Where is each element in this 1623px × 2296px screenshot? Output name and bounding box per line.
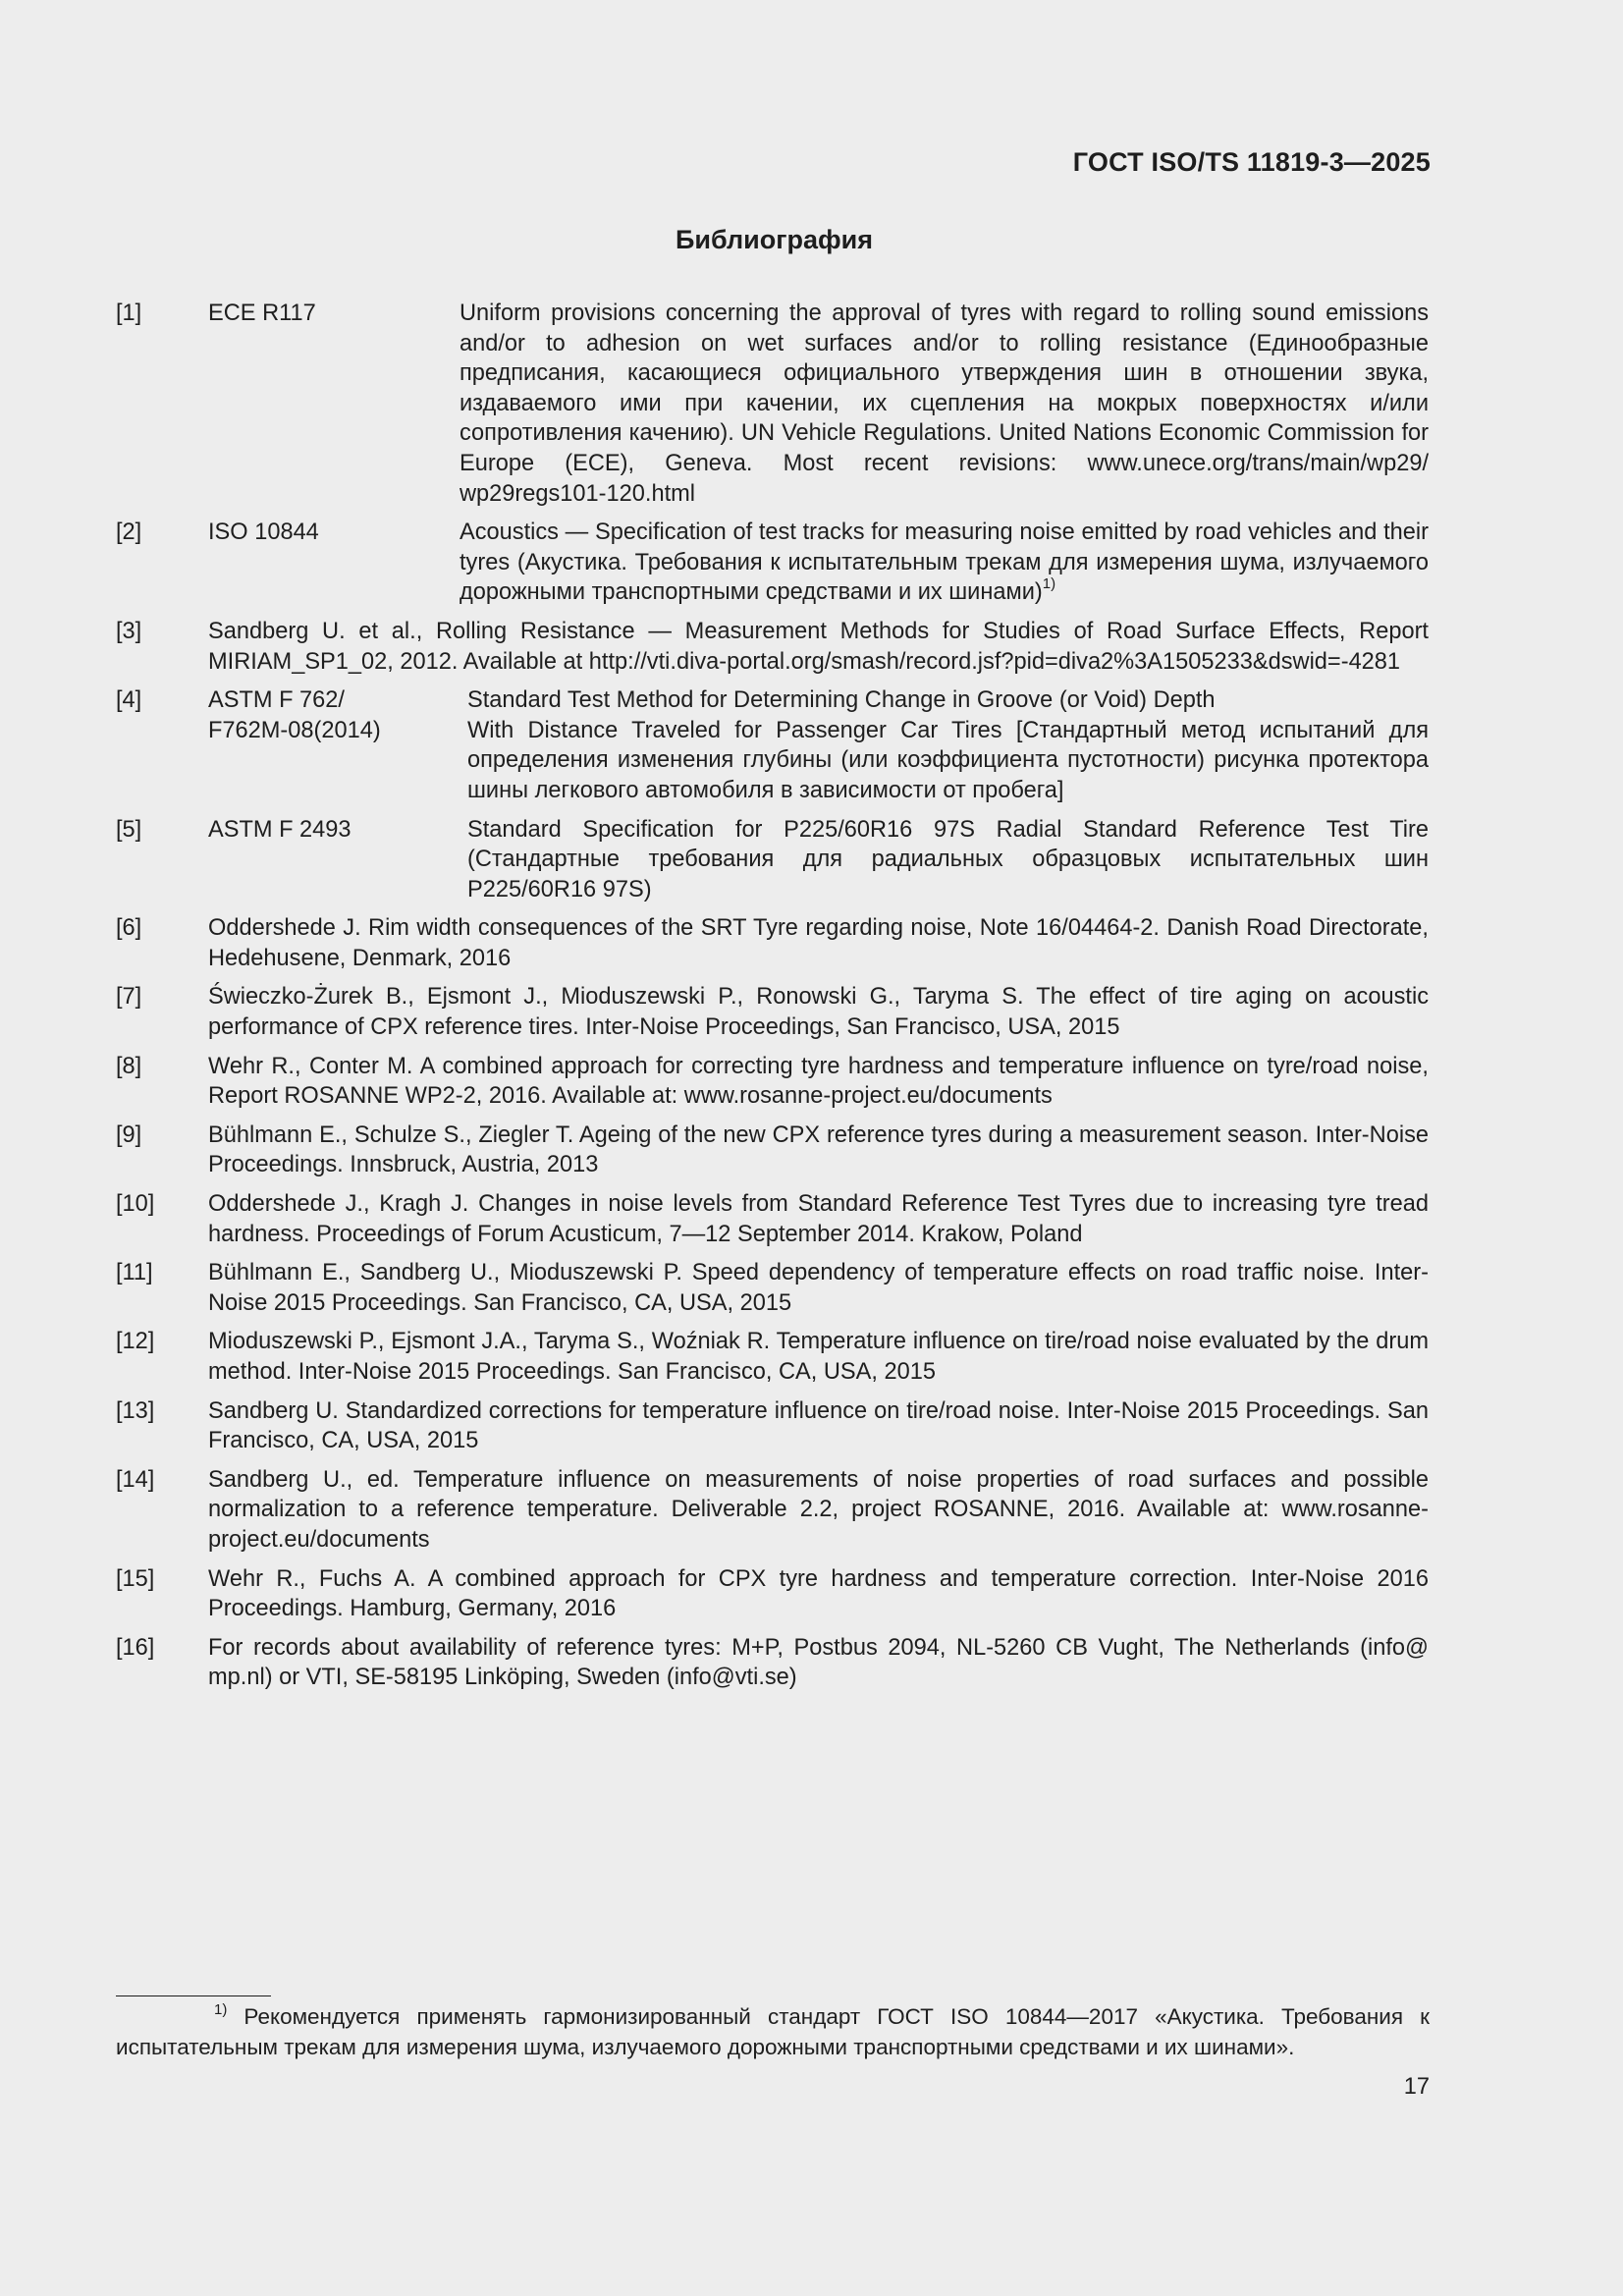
page-number: 17 [1403,2074,1430,2100]
reference-text-first-line: Standard Test Method for Determining Change in Groove (or Void) Depth [467,687,1216,714]
reference-code: ASTM F 2493 [208,816,352,843]
reference-text: Wehr R., Fuchs A. A combined approach for CPX tyre hardness and temperature correction. Inter-Noise 2016 Proceedings. Hamburg, Germany, 2016 [208,1565,1429,1622]
reference-number: [1] [116,301,142,326]
reference-item [116,1052,1429,1112]
reference-number: [12] [116,1329,155,1355]
reference-code: ECE R117 [208,301,316,326]
reference-number: [16] [116,1634,155,1661]
reference-text: Świeczko-Żurek B., Ejsmont J., Mioduszewski P., Ronowski G., Taryma S. The effect of tire aging on acoustic performance of CPX reference tires. Inter-Noise Proceedings, San Francisco, USA, 2015 [208,984,1429,1041]
footnote-text: Рекомендуется применять гармонизированный стандарт ГОСТ ISO 10844—2017 «Акустика. Требования к испытательным трекам для измерения шума, излучаемого дорожными транспортными средствами и их шинами». [116,2004,1430,2059]
bibliography-list [116,299,1429,1702]
reference-item [116,299,1429,509]
reference-text: Oddershede J. Rim width consequences of the SRT Tyre regarding noise, Note 16/04464-2. Danish Road Directorate, Hedehusene, Denmark, 2016 [208,915,1429,971]
reference-number: [5] [116,816,142,843]
reference-text: Oddershede J., Kragh J. Changes in noise levels from Standard Reference Test Tyres due to increasing tyre tread hardness. Proceedings of Forum Acusticum, 7—12 September 2014. Krakow, Poland [208,1191,1429,1247]
reference-text [460,518,1429,608]
reference-text-body: Acoustics — Specification of test tracks for measuring noise emitted by road vehicles and their tyres (Акустика. Требования к испытательным трекам для измерения шума, излучаемого дорожными транспортными средствами и их шинами) [460,519,1429,606]
reference-number: [7] [116,984,142,1011]
reference-text: Uniform provisions concerning the approval of tyres with regard to rolling sound emissions and/or to adhesion on wet surfaces and/or to rolling resistance (Единообразные предписания, касающиеся официального утверждения шин в отношении звука, издаваемого ими при качении, их сцепления на мокрых поверхностях и/или сопротивления качению). UN Vehicle Regulations. United Nations Economic Commission for Europe (ECE), Geneva. Most recent revisions: www.unece.org/trans/main/wp29/ wp29regs101-120.html [460,301,1429,507]
reference-text: Sandberg U., ed. Temperature influence on measurements of noise properties of road surfaces and possible normalization to a reference temperature. Deliverable 2.2, project ROSANNE, 2016. Available at: www.rosanne-project.eu/documents [208,1466,1429,1553]
reference-item [116,617,1429,677]
reference-number: [14] [116,1466,155,1493]
reference-text: Mioduszewski P., Ejsmont J.A., Taryma S., Woźniak R. Temperature influence on tire/road noise evaluated by the drum method. Inter-Noise 2015 Proceedings. San Francisco, CA, USA, 2015 [208,1329,1429,1385]
reference-number: [3] [116,618,142,644]
reference-number: [2] [116,519,142,546]
reference-text-body: With Distance Traveled for Passenger Car Tires [Стандартный метод испытаний для определения изменения глубины (или коэффициента пустотности) рисунка протектора шины легкового автомобиля в зависимости от пробега] [467,717,1429,803]
reference-item [116,913,1429,973]
reference-number: [6] [116,915,142,942]
reference-item [116,1633,1429,1693]
reference-item [116,685,1429,805]
reference-text [467,685,1429,805]
standard-designation: ГОСТ ISO/TS 11819-3—2025 [1072,147,1431,177]
footnote-mark: 1) [214,2000,228,2018]
reference-item [116,1189,1429,1249]
reference-text: For records about availability of reference tyres: M+P, Postbus 2094, NL-5260 CB Vught, The Netherlands (info@ mp.nl) or VTI, SE-58195 Linköping, Sweden (info@vti.se) [208,1634,1429,1691]
page-title: Библиография [676,225,873,254]
reference-item [116,1327,1429,1387]
footnote-mark: 1) [1042,575,1056,593]
reference-number: [8] [116,1053,142,1079]
reference-text: Bühlmann E., Sandberg U., Mioduszewski P. Speed dependency of temperature effects on road traffic noise. Inter-Noise 2015 Proceedings. San Francisco, CA, USA, 2015 [208,1260,1429,1316]
reference-item [116,1465,1429,1556]
reference-item [116,1121,1429,1180]
reference-item [116,518,1429,608]
reference-number: [10] [116,1191,155,1218]
reference-code-line: ASTM F 762/ [208,687,345,714]
reference-item [116,1564,1429,1624]
reference-item [116,982,1429,1042]
reference-code [208,685,381,745]
footnote-divider [116,1995,271,1996]
reference-text: Sandberg U. Standardized corrections for temperature influence on tire/road noise. Inter-Noise 2015 Proceedings. San Francisco, CA, USA, 2015 [208,1397,1429,1454]
reference-code-line: F762M-08(2014) [208,717,381,743]
reference-text: Wehr R., Conter M. A combined approach for correcting tyre hardness and temperature influence on tyre/road noise, Report ROSANNE WP2-2, 2016. Available at: www.rosanne-project.eu/documents [208,1053,1429,1110]
reference-number: [9] [116,1121,142,1148]
reference-text: Bühlmann E., Schulze S., Ziegler T. Ageing of the new CPX reference tyres during a measurement season. Inter-Noise Proceedings. Innsbruck, Austria, 2013 [208,1121,1429,1178]
reference-item [116,1258,1429,1318]
reference-code: ISO 10844 [208,519,319,546]
footnote [116,2001,1430,2062]
reference-item [116,1396,1429,1456]
reference-item [116,815,1429,905]
reference-text: Standard Specification for P225/60R16 97S Radial Standard Reference Test Tire (Стандартные требования для радиальных образцовых испытательных шин P225/60R16 97S) [467,816,1429,902]
reference-text: Sandberg U. et al., Rolling Resistance — Measurement Methods for Studies of Road Surface Effects, Report MIRIAM_SP1_02, 2012. Available at http://vti.diva-portal.org/smash/record.jsf?pid=diva2%3A1505233&dswid=-4281 [208,618,1429,675]
reference-number: [11] [116,1260,153,1286]
reference-number: [4] [116,687,142,714]
reference-number: [13] [116,1397,155,1424]
reference-number: [15] [116,1565,155,1592]
